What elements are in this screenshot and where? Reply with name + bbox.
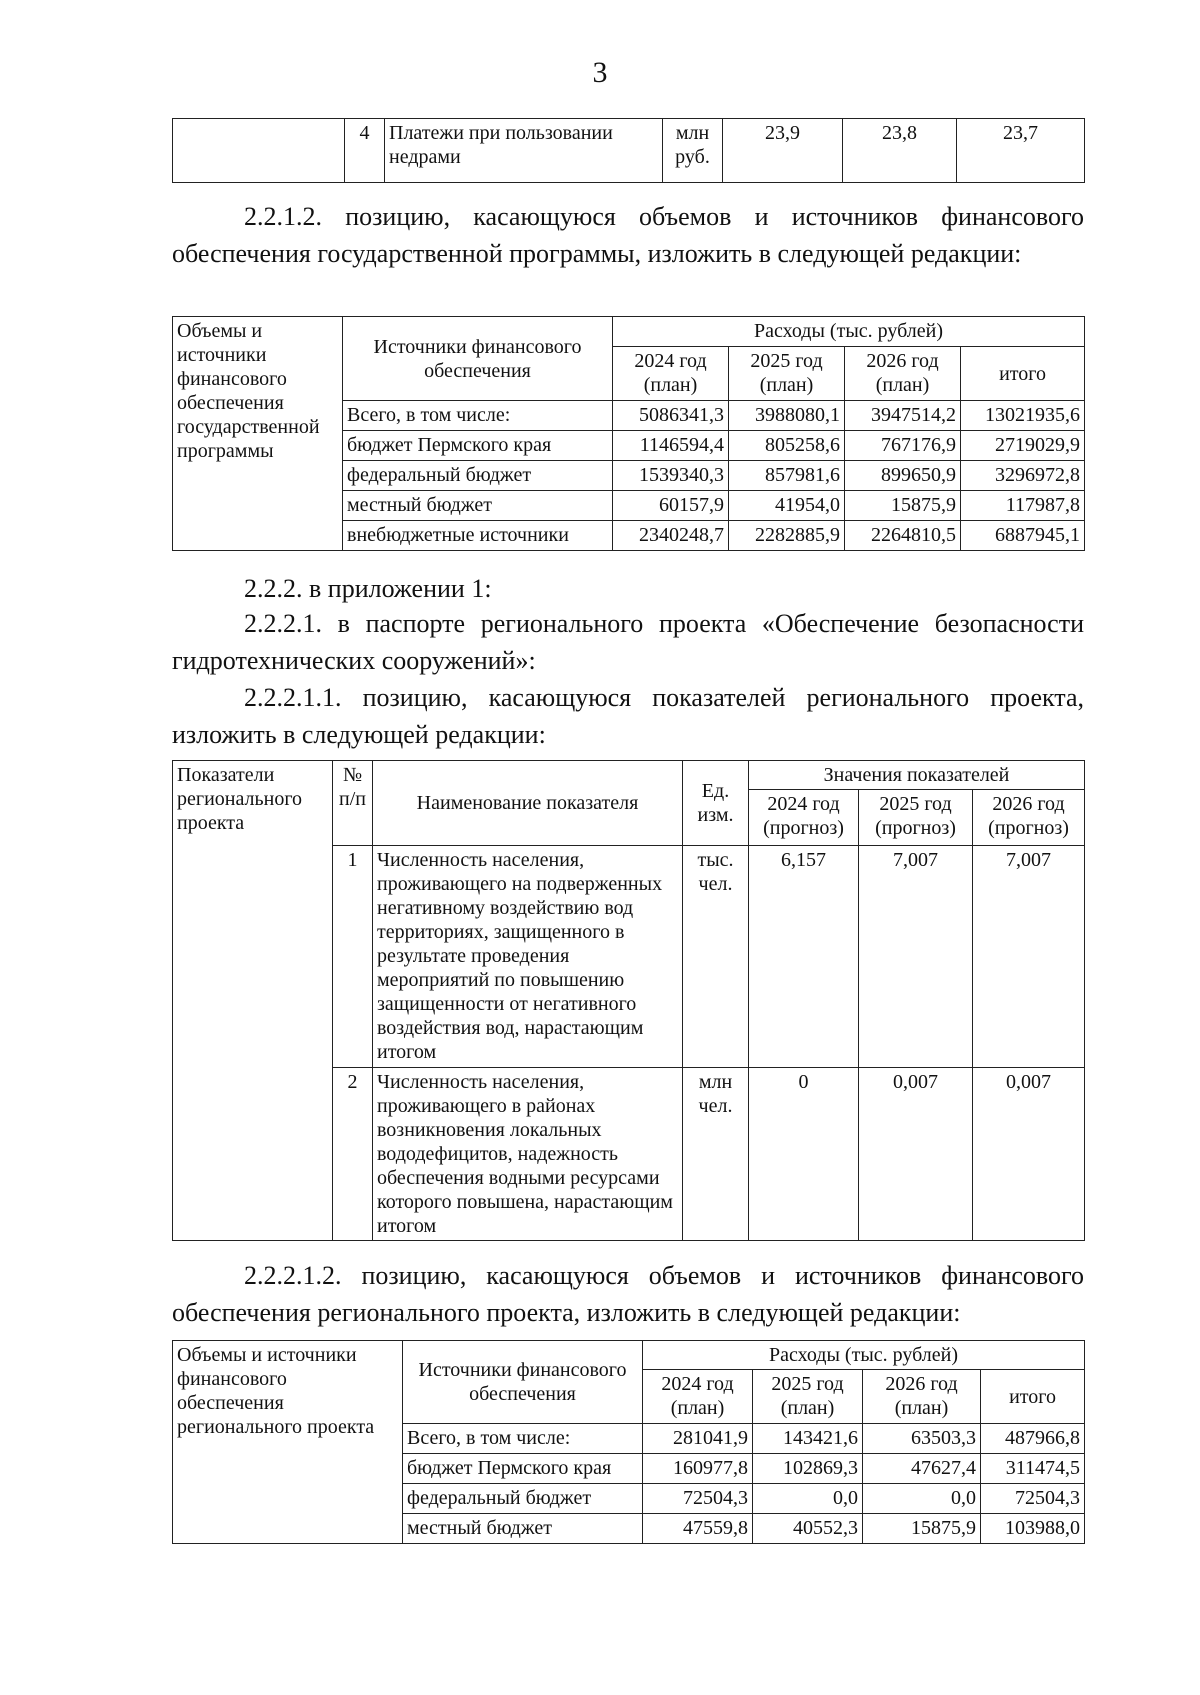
- row-number: 4: [345, 119, 385, 183]
- row-number: 1: [333, 846, 373, 1068]
- project-indicators-table: [172, 760, 1085, 1241]
- year-2025-header: 2025 год (план): [753, 1370, 863, 1424]
- row-number: 2: [333, 1068, 373, 1241]
- unit-header: Ед. изм.: [683, 761, 749, 846]
- value-2026: 23,7: [957, 119, 1085, 183]
- table-header-row: [173, 761, 1085, 790]
- value-total: 311474,5: [981, 1454, 1085, 1484]
- year-2024-header: 2024 год (план): [613, 347, 729, 401]
- value-2025: 40552,3: [753, 1514, 863, 1544]
- value-2024: 2340248,7: [613, 521, 729, 551]
- value-2024: 72504,3: [643, 1484, 753, 1514]
- paragraph-2-2-1-2: 2.2.1.2. позицию, касающуюся объемов и источников финансового обеспечения государственной программы, изложить в следующей редакции:: [172, 202, 1084, 268]
- indicator-name-header: Наименование показателя: [373, 761, 683, 846]
- value-2025: 3988080,1: [729, 401, 845, 431]
- indicators-continuation-table: [172, 118, 1085, 183]
- table-header-row: [173, 317, 1085, 347]
- value-2026: 63503,3: [863, 1424, 981, 1454]
- unit-cell: млн руб.: [663, 119, 723, 183]
- source-name: бюджет Пермского края: [403, 1454, 643, 1484]
- value-2026: 767176,9: [845, 431, 961, 461]
- table-row: [173, 119, 1085, 183]
- value-2024: 1539340,3: [613, 461, 729, 491]
- row-header-cell: Объемы и источники финансового обеспечения регионального проекта: [173, 1341, 403, 1544]
- value-2024: 47559,8: [643, 1514, 753, 1544]
- value-2024: 6,157: [749, 846, 859, 1068]
- paragraph-2-2-2-1-1: 2.2.2.1.1. позицию, касающуюся показателей регионального проекта, изложить в следующей редакции:: [172, 683, 1084, 749]
- value-2024: 23,9: [723, 119, 843, 183]
- source-name: бюджет Пермского края: [343, 431, 613, 461]
- indicator-name: Платежи при пользовании недрами: [385, 119, 663, 183]
- page-number: 3: [592, 56, 608, 89]
- source-name: федеральный бюджет: [343, 461, 613, 491]
- value-2026: 15875,9: [863, 1514, 981, 1544]
- year-2024-header: 2024 год (план): [643, 1370, 753, 1424]
- indicator-name: Численность населения, проживающего на подверженных негативному воздействию вод территориях, защищенного в результате проведения мероприятий по повышению защищенности от негативного воздействия вод, нарастающим итогом: [373, 846, 683, 1068]
- value-2025: 2282885,9: [729, 521, 845, 551]
- value-2025: 102869,3: [753, 1454, 863, 1484]
- value-2025: 857981,6: [729, 461, 845, 491]
- source-name: местный бюджет: [343, 491, 613, 521]
- value-total: 103988,0: [981, 1514, 1085, 1544]
- indicator-name: Численность населения, проживающего в районах возникновения локальных вододефицитов, надежность обеспечения водными ресурсами которого повышена, нарастающим итогом: [373, 1068, 683, 1241]
- empty-cell: [173, 119, 345, 183]
- source-name: Всего, в том числе:: [343, 401, 613, 431]
- value-2024: 0: [749, 1068, 859, 1241]
- value-2024: 160977,8: [643, 1454, 753, 1484]
- value-2024: 281041,9: [643, 1424, 753, 1454]
- source-name: Всего, в том числе:: [403, 1424, 643, 1454]
- value-2025: 41954,0: [729, 491, 845, 521]
- sources-header: Источники финансового обеспечения: [343, 317, 613, 401]
- value-2025: 0,007: [859, 1068, 973, 1241]
- total-header: итого: [981, 1370, 1085, 1424]
- value-2026: 15875,9: [845, 491, 961, 521]
- value-2024: 5086341,3: [613, 401, 729, 431]
- value-total: 72504,3: [981, 1484, 1085, 1514]
- value-total: 13021935,6: [961, 401, 1085, 431]
- year-2026-header: 2026 год (план): [845, 347, 961, 401]
- value-2025: 0,0: [753, 1484, 863, 1514]
- total-header: итого: [961, 347, 1085, 401]
- value-2026: 899650,9: [845, 461, 961, 491]
- paragraph-2-2-2: 2.2.2. в приложении 1:: [244, 574, 492, 603]
- value-total: 3296972,8: [961, 461, 1085, 491]
- expenses-group-header: Расходы (тыс. рублей): [613, 317, 1085, 347]
- value-2026: 0,007: [973, 1068, 1085, 1241]
- row-header-cell: Показатели регионального проекта: [173, 761, 333, 1241]
- value-2026: 0,0: [863, 1484, 981, 1514]
- year-2025-header: 2025 год (прогноз): [859, 790, 973, 846]
- expenses-group-header: Расходы (тыс. рублей): [643, 1341, 1085, 1370]
- table-header-row: [173, 1341, 1085, 1370]
- program-financing-table: [172, 316, 1085, 551]
- project-financing-table: [172, 1340, 1085, 1544]
- year-2024-header: 2024 год (прогноз): [749, 790, 859, 846]
- sources-header: Источники финансового обеспечения: [403, 1341, 643, 1424]
- source-name: местный бюджет: [403, 1514, 643, 1544]
- value-2026: 2264810,5: [845, 521, 961, 551]
- year-2026-header: 2026 год (прогноз): [973, 790, 1085, 846]
- value-total: 117987,8: [961, 491, 1085, 521]
- value-2025: 805258,6: [729, 431, 845, 461]
- value-2025: 23,8: [843, 119, 957, 183]
- value-2025: 7,007: [859, 846, 973, 1068]
- value-2025: 143421,6: [753, 1424, 863, 1454]
- value-2026: 7,007: [973, 846, 1085, 1068]
- year-2026-header: 2026 год (план): [863, 1370, 981, 1424]
- paragraph-2-2-2-1-2: 2.2.2.1.2. позицию, касающуюся объемов и источников финансового обеспечения регионального проекта, изложить в следующей редакции:: [172, 1261, 1084, 1327]
- value-total: 6887945,1: [961, 521, 1085, 551]
- source-name: внебюджетные источники: [343, 521, 613, 551]
- unit-cell: тыс. чел.: [683, 846, 749, 1068]
- year-2025-header: 2025 год (план): [729, 347, 845, 401]
- value-2024: 60157,9: [613, 491, 729, 521]
- value-total: 2719029,9: [961, 431, 1085, 461]
- number-header: № п/п: [333, 761, 373, 846]
- value-2026: 3947514,2: [845, 401, 961, 431]
- value-2026: 47627,4: [863, 1454, 981, 1484]
- row-header-cell: Объемы и источники финансового обеспечения государственной программы: [173, 317, 343, 551]
- values-group-header: Значения показателей: [749, 761, 1085, 790]
- value-2024: 1146594,4: [613, 431, 729, 461]
- paragraph-2-2-2-1: 2.2.2.1. в паспорте регионального проекта «Обеспечение безопасности гидротехнических сооружений»:: [172, 609, 1084, 675]
- unit-cell: млн чел.: [683, 1068, 749, 1241]
- source-name: федеральный бюджет: [403, 1484, 643, 1514]
- value-total: 487966,8: [981, 1424, 1085, 1454]
